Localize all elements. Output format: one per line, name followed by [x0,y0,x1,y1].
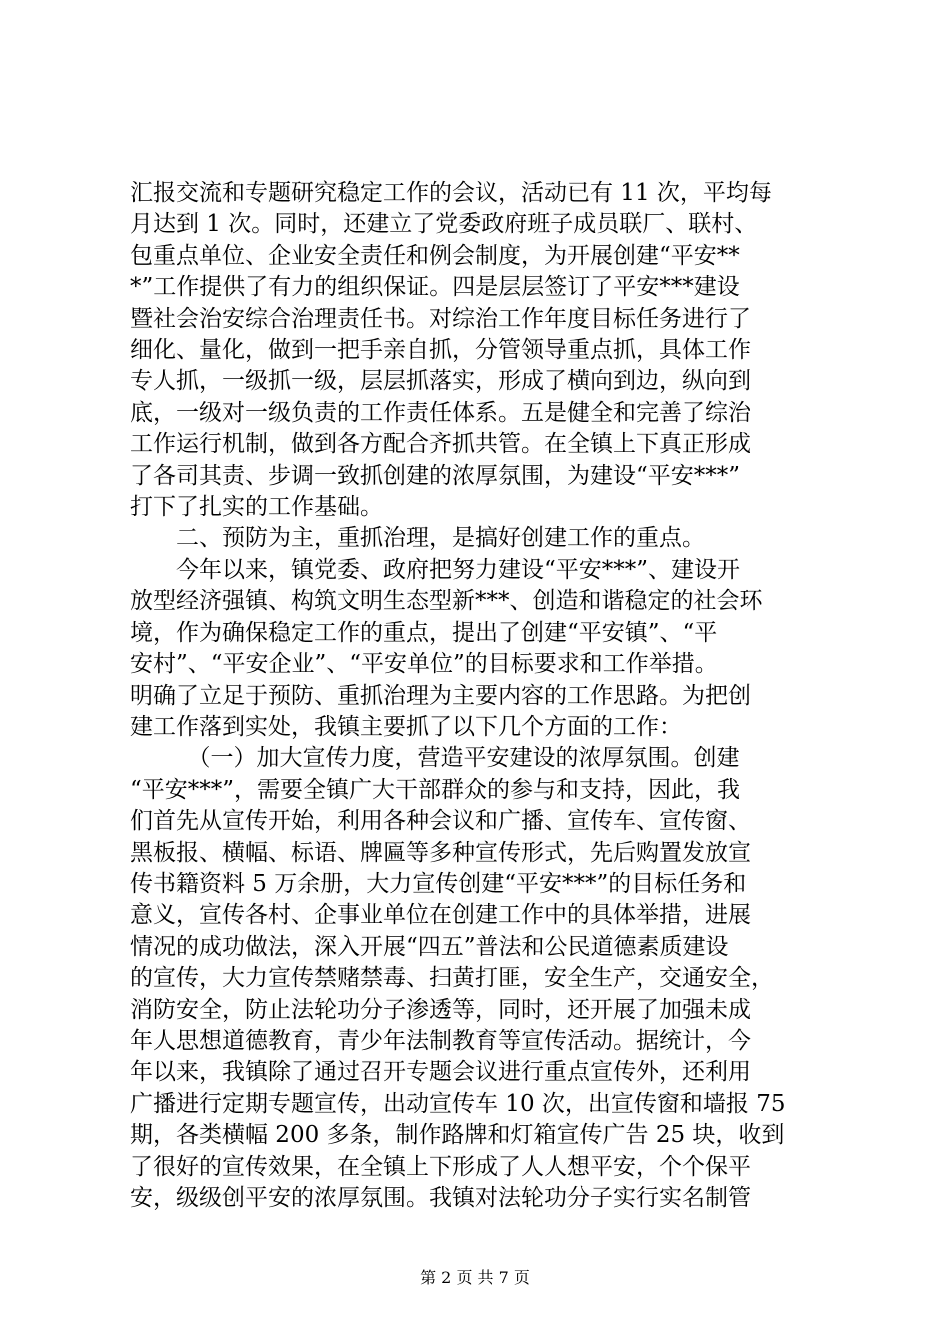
text-line: 包重点单位、企业安全责任和例会制度，为开展创建“平安** [130,242,740,269]
text-line: 境，作为确保稳定工作的重点，提出了创建“平安镇”、“平 [130,619,718,646]
body-text [130,178,830,1214]
text-line: 安村”、“平安企业”、“平安单位”的目标要求和工作举措。 [130,651,718,678]
text-line: *”工作提供了有力的组织保证。四是层层签订了平安***建设 [130,274,740,301]
text-line: 安，级级创平安的浓厚氛围。我镇对法轮功分子实行实名制管 [130,1185,751,1211]
text-line: 暨社会治安综合治理责任书。对综治工作年度目标任务进行了 [130,305,751,332]
text-line: 明确了立足于预防、重抓治理为主要内容的工作思路。为把创 [130,682,751,709]
text-line: 期，各类横幅 200 多条，制作路牌和灯箱宣传广告 25 块，收到 [130,1122,785,1149]
text-line: 建工作落到实处，我镇主要抓了以下几个方面的工作： [130,713,682,740]
text-line: 意义，宣传各村、企事业单位在创建工作中的具体举措，进展 [130,902,751,929]
text-line: 工作运行机制，做到各方配合齐抓共管。在全镇上下真正形成 [130,431,751,458]
text-line: 放型经济强镇、构筑文明生态型新***、创造和谐稳定的社会环 [130,588,763,615]
text-line: 黑板报、横幅、标语、牌匾等多种宣传形式，先后购置发放宣 [130,839,751,866]
text-line: 二、预防为主，重抓治理，是搞好创建工作的重点。 [130,525,705,552]
text-line: 广播进行定期专题宣传，出动宣传车 10 次，出宣传窗和墙报 75 [130,1090,786,1117]
text-line: 传书籍资料 5 万余册，大力宣传创建“平安***”的目标任务和 [130,870,747,897]
text-line: 消防安全，防止法轮功分子渗透等，同时，还开展了加强未成 [130,996,751,1023]
text-line: “平安***”，需要全镇广大干部群众的参与和支持，因此，我 [130,776,741,803]
text-line: 细化、量化，做到一把手亲自抓，分管领导重点抓，具体工作 [130,337,751,364]
text-line: 情况的成功做法，深入开展“四五”普法和公民道德素质建设 [130,933,729,960]
text-line: 了各司其责、步调一致抓创建的浓厚氛围，为建设“平安***” [130,462,741,489]
text-line: 今年以来，镇党委、政府把努力建设“平安***”、建设开 [130,556,741,583]
text-line: 底，一级对一级负责的工作责任体系。五是健全和完善了综治 [130,399,751,426]
text-line: （一）加大宣传力度，营造平安建设的浓厚氛围。创建 [130,745,740,772]
text-line: 们首先从宣传开始，利用各种会议和广播、宣传车、宣传窗、 [130,808,751,835]
text-line: 的宣传，大力宣传禁赌禁毒、扫黄打匪，安全生产，交通安全， [130,965,774,992]
text-line: 打下了扎实的工作基础。 [130,494,383,521]
text-line: 年以来，我镇除了通过召开专题会议进行重点宣传外，还利用 [130,1059,751,1086]
text-line: 年人思想道德教育，青少年法制教育等宣传活动。据统计，今 [130,1027,751,1054]
text-line: 汇报交流和专题研究稳定工作的会议，活动已有 11 次，平均每 [130,180,772,206]
text-line: 专人抓，一级抓一级，层层抓落实，形成了横向到边，纵向到 [130,368,751,395]
page-footer: 第 2 页 共 7 页 [420,1268,530,1287]
text-line: 了很好的宣传效果，在全镇上下形成了人人想平安，个个保平 [130,1153,751,1180]
text-line: 月达到 1 次。同时，还建立了党委政府班子成员联厂、联村、 [130,211,758,238]
